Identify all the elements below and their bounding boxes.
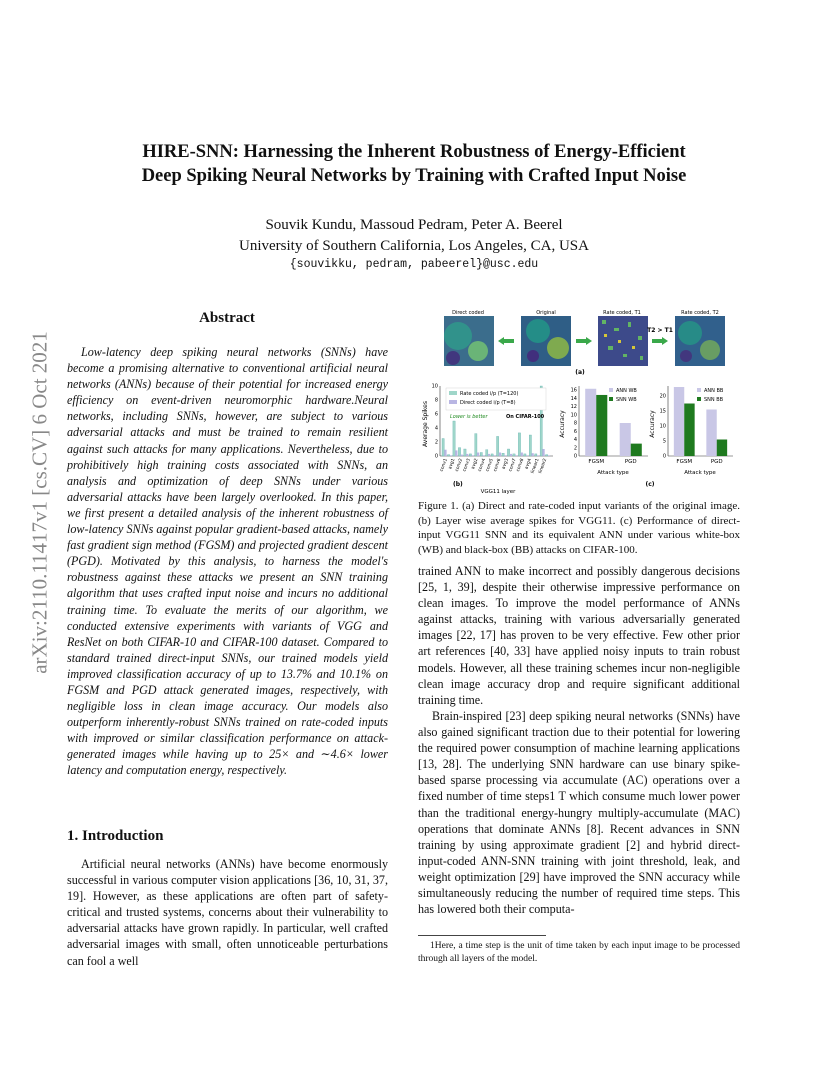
b-bar [450, 455, 452, 456]
c2-xlabel: Attack type [684, 470, 716, 476]
b-bar [477, 453, 479, 457]
b-bar [497, 436, 499, 456]
c1-legend-swatch-snn [609, 397, 613, 401]
b-note-cifar: On CIFAR-100 [506, 414, 545, 420]
c2-bar [684, 404, 694, 457]
b-legend-swatch-rate [449, 391, 457, 395]
c2-legend-swatch-snn [697, 397, 701, 401]
c1-ytick-label: 16 [570, 387, 577, 394]
arxiv-watermark [18, 330, 58, 690]
b-xtick-label: linear1 [530, 457, 541, 475]
b-bar [507, 449, 509, 456]
c1-legend-ann: ANN WB [616, 388, 637, 394]
panel-c-label: (c) [645, 481, 655, 488]
c1-ytick-label: 10 [570, 412, 577, 419]
b-bar [447, 455, 449, 456]
b-bar [518, 433, 520, 456]
right-paragraph-1: Brain-inspired [23] deep spiking neural networks (SNNs) have also gained significant traction due to their potential for lowering the required power consumption of machine learning applications [13, 28]. The underlying SNN hardware can use binary spike-based sparse processing via accumulate (AC) operations over a fixed number of time steps1 T which consume much lower power than the traditional energy-hungry multiply-accumulate (MAC) operations that dominate ANNs [8]. Recent advances in SNN training by using approximate gradient [2] and hybrid direct-input-coded ANN-SNN training with joint threshold, leak, and weight optimization [29] have improved the SNN accuracy while simultaneously reducing the number of required time steps. This has lowered both their computa- [418, 709, 740, 917]
c1-xlabel: Attack type [597, 470, 629, 476]
c1-bar [596, 395, 607, 456]
b-bar [502, 453, 504, 456]
right-arrow-icon-2 [652, 337, 668, 345]
b-bar [531, 453, 533, 456]
c1-bar [631, 444, 642, 456]
b-xtick-label: conv8 [515, 457, 526, 473]
b-legend-direct: Direct coded i/p (T=8) [460, 400, 516, 406]
panel-a-title-4: Rate coded, T2 [681, 310, 719, 316]
panel-b-chart [422, 384, 553, 495]
c2-legend-swatch-ann [697, 388, 701, 392]
c1-bar [585, 389, 596, 456]
b-legend-rate: Rate coded i/p (T=120) [460, 391, 519, 397]
c2-bar [674, 387, 684, 456]
b-xtick-label: conv1 [439, 457, 449, 473]
b-bar [475, 434, 477, 456]
b-ytick-label: 0 [434, 453, 438, 460]
b-xtick-label: conv5 [485, 457, 495, 473]
left-arrow-icon [498, 337, 514, 345]
b-bar [480, 453, 482, 457]
c1-ylabel: Accuracy [559, 410, 566, 438]
b-ytick-label: 4 [434, 425, 438, 432]
panel-a-label: (a) [575, 369, 585, 376]
c1-legend-swatch-ann [609, 388, 613, 392]
panel-a-title-2: Original [536, 310, 556, 316]
c1-ytick-label: 0 [573, 453, 577, 460]
b-bar [453, 421, 455, 456]
footnote-rule [418, 935, 546, 936]
c1-bar [620, 423, 631, 456]
b-bar [537, 455, 539, 456]
c2-ylabel: Accuracy [649, 410, 656, 438]
right-paragraph-0: trained ANN to make incorrect and possibly dangerous decisions [25, 1, 39], despite their otherwise impressive performance on clean images. To improve the model performance of ANNs against attacks, training with various adversarially generated images [22, 17] has proven to be very effective. Few other prior art references [40, 33] have applied noisy inputs to train robust models. However, all these training schemes incur non-negligible clean image accuracy drop and require significant additional training time. [418, 564, 740, 707]
b-bar [504, 455, 506, 456]
title-line-2: Deep Spiking Neural Networks by Training with Crafted Input Noise [141, 166, 687, 186]
c1-legend-snn: SNN WB [616, 397, 637, 403]
b-bar [488, 454, 490, 456]
t2-gt-t1-label: T2 > T1 [647, 327, 673, 334]
abstract-heading: Abstract [199, 310, 255, 326]
c2-xtick-label: FGSM [676, 459, 693, 465]
b-xlabel: VGG11 layer [480, 489, 516, 495]
b-ytick-label: 10 [431, 383, 438, 390]
b-bar [455, 450, 457, 456]
c1-xtick-label: FGSM [588, 459, 605, 465]
b-bar [461, 455, 463, 456]
c2-xtick-label: PGD [710, 459, 723, 465]
b-xtick-label: conv6 [493, 457, 503, 473]
b-bar [486, 450, 488, 456]
c1-ytick-label: 4 [573, 437, 577, 444]
b-bar [529, 435, 531, 456]
b-xtick-label: avg2 [470, 457, 480, 471]
panel-a-title-3: Rate coded, T1 [603, 310, 641, 316]
b-xtick-label: conv2 [454, 457, 465, 473]
paper-title [0, 140, 828, 188]
b-ylabel: Average Spikes [422, 401, 429, 447]
b-bar [458, 448, 460, 456]
abstract-text: Low-latency deep spiking neural networks (SNNs) have become a promising alternative to conventional artificial neural networks (ANNs) because of their potential for increased energy efficiency on event-driven neuromorphic hardware.Neural networks, including SNNs, however, are subject to various adversarial attacks and must be trained to remain resilient against such attacks for many applications. Nevertheless, due to prohibitively high training costs associated with SNNs, an analysis and optimization of deep SNNs under various adversarial attacks have been largely overlooked. In this paper, we first present a detailed analysis of the inherent robustness of low-latency SNNs against popular gradient-based attacks, namely fast gradient sign method (FGSM) and projected gradient descent (PGD). Motivated by this analysis, to harness the model's robustness against these attacks we present an SNN training algorithm that uses crafted input noise and incurs no additional training time. To evaluate the merits of our algorithm, we conducted extensive experiments with variants of VGG and ResNet on both CIFAR-10 and CIFAR-100 dataset. Compared to standard trained direct-input SNNs, our trained models yield improved classification accuracy of up to 13.7% and 10.1% on FGSM and PGD attack generated images, respectively, with negligible loss in clean image accuracy. Our models also outperform inherently-robust SNNs trained on rate-coded inputs with improved or similar classification performance on attack-generated images while having up to 25× and ∼4.6× lower latency and computation energy, respectively. [67, 345, 388, 778]
affiliation: University of Southern California, Los Angeles, CA, USA [239, 238, 589, 254]
b-ytick-label: 8 [434, 397, 438, 404]
b-xtick-label: conv7 [508, 457, 518, 473]
c2-legend-ann: ANN BB [704, 388, 724, 394]
b-bar [499, 453, 501, 457]
panel-c2-chart [645, 386, 733, 488]
b-bar [526, 455, 528, 456]
author-block [0, 215, 828, 257]
figure-caption: Figure 1. (a) Direct and rate-coded input variants of the original image. (b) Layer wise average spikes for VGG11. (c) Performance of direct-input VGG11 SNN and its equivalent ANN under various white-box (WB) and black-box (BB) attacks on CIFAR-100. [418, 500, 740, 556]
panel-b-label: (b) [453, 481, 463, 488]
b-ytick-label: 6 [434, 411, 438, 418]
b-bar [466, 454, 468, 456]
b-bar [546, 455, 548, 456]
b-ytick-label: 2 [434, 439, 438, 446]
c2-bar [717, 440, 727, 457]
c1-ytick-label: 14 [570, 395, 577, 402]
panel-a-title-1: Direct coded [452, 310, 484, 316]
c1-ytick-label: 2 [573, 445, 577, 452]
b-note-lower-better: Lower is better [450, 414, 488, 420]
b-bar [469, 454, 471, 456]
b-bar [535, 454, 537, 456]
b-xtick-label: avg1 [448, 457, 457, 471]
c2-ytick-label: 15 [659, 408, 666, 415]
c2-legend-snn: SNN BB [704, 397, 724, 403]
b-legend-swatch-direct [449, 400, 457, 404]
b-bar [472, 455, 474, 456]
c2-ytick-label: 5 [662, 438, 666, 445]
b-xtick-label: conv3 [462, 457, 472, 473]
c2-ytick-label: 20 [659, 393, 666, 400]
c2-bar [706, 410, 716, 457]
b-bar [444, 450, 446, 456]
b-bar [482, 455, 484, 456]
footnote: 1Here, a time step is the unit of time taken by each input image to be processed through all layers of the model. [418, 941, 740, 964]
panel-c1-chart [559, 386, 648, 476]
b-bar [515, 455, 517, 456]
authors: Souvik Kundu, Massoud Pedram, Peter A. Beerel [265, 217, 563, 233]
b-xtick-label: avg3 [501, 457, 511, 471]
right-arrow-icon [576, 337, 592, 345]
b-xtick-label: conv4 [477, 457, 488, 473]
c2-ytick-label: 0 [662, 453, 666, 460]
c1-ytick-label: 8 [573, 420, 577, 427]
b-xtick-label: avg4 [524, 457, 533, 471]
c2-ytick-label: 10 [659, 423, 666, 430]
b-bar [510, 454, 512, 456]
b-bar [442, 439, 444, 457]
b-bar [521, 453, 523, 457]
figure-1 [418, 306, 740, 496]
b-bar [548, 455, 550, 456]
c1-ytick-label: 12 [570, 404, 577, 411]
panel-a [444, 310, 725, 376]
b-xtick-label: linear2 [538, 457, 549, 475]
c1-ytick-label: 6 [573, 428, 577, 435]
b-bar [464, 449, 466, 456]
intro-heading: 1. Introduction [67, 828, 164, 844]
intro-paragraph: Artificial neural networks (ANNs) have become enormously successful in various computer vision applications [36, 10, 31, 37, 19]. However, as these applications are often part of safety-critical and trusted systems, concerns about their vulnerability to adversarial attacks have grown rapidly. In particular, well crafted adversarial images with small, often unnoticeable perturbations can fool a well [67, 857, 388, 968]
b-bar [493, 455, 495, 456]
arxiv-id: arXiv:2110.11417v1 [cs.CV] 6 Oct 2021 [27, 331, 52, 674]
c1-xtick-label: PGD [624, 459, 637, 465]
b-bar [513, 454, 515, 456]
b-bar [524, 454, 526, 456]
b-bar [542, 449, 544, 456]
b-bar [491, 454, 493, 456]
title-line-1: HIRE-SNN: Harnessing the Inherent Robustness of Energy-Efficient [142, 142, 686, 162]
email: {souvikku, pedram, pabeerel}@usc.edu [289, 258, 539, 271]
